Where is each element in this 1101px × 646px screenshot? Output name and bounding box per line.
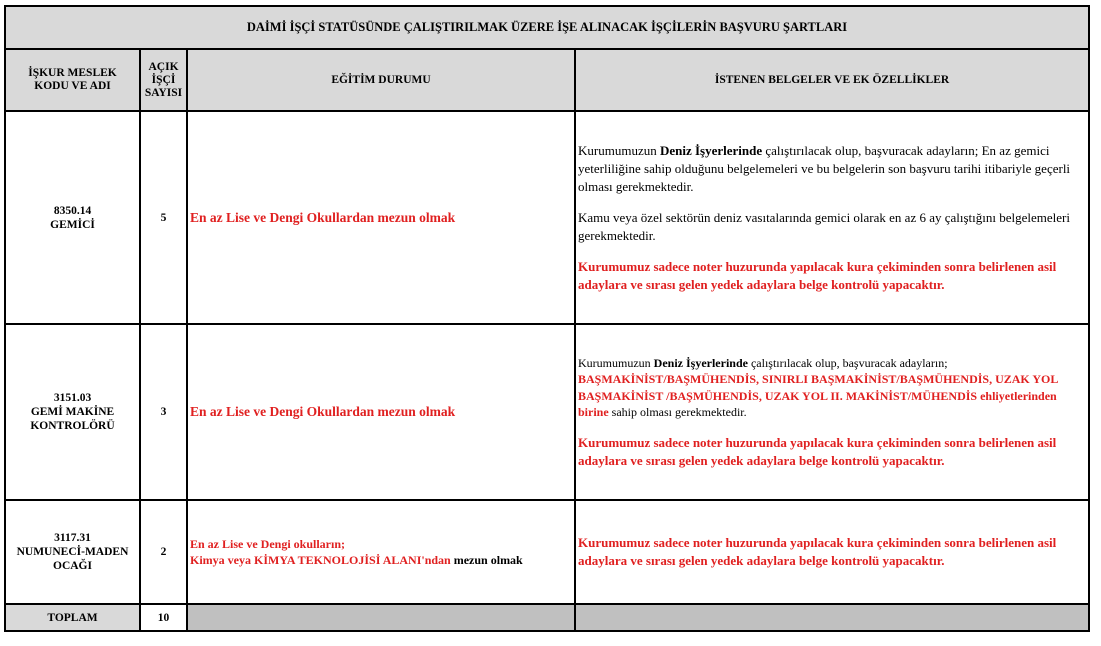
- table-title: DAİMİ İŞÇİ STATÜSÜNDE ÇALIŞTIRILMAK ÜZERE İŞE ALINACAK İŞÇİLERİN BAŞVURU ŞARTLARI: [5, 6, 1089, 49]
- total-empty-cell: [575, 604, 1089, 631]
- requirements-cell: Kurumumuzun Deniz İşyerlerinde çalıştırılacak olup, başvuracak adayların; BAŞMAKİNİST/BAŞMÜHENDİS, SINIRLI BAŞMAKİNİST/BAŞMÜHENDİS, UZAK YOL BAŞMAKİNİST /BAŞMÜHENDİS, UZAK YOL II. MAKİNİST/MÜHENDİS ehliyetlerinden birine sahip olması gerekmektedir. Kurumumuz sadece noter huzurunda yapılacak kura çekiminden sonra belirlenen asil adaylara ve sırası gelen yedek adaylara belge kontrolü yapacaktır.: [575, 324, 1089, 500]
- requirements-cell: [575, 500, 1089, 604]
- header-requirements: İSTENEN BELGELER VE EK ÖZELLİKLER: [575, 49, 1089, 111]
- education-cell: En az Lise ve Dengi okulların; Kimya veya KİMYA TEKNOLOJİSİ ALANI'ndan mezun olmak: [187, 500, 575, 604]
- open-positions-cell: 2: [140, 500, 187, 604]
- total-row: [5, 604, 1089, 631]
- total-empty-cell: [187, 604, 575, 631]
- header-education: EĞİTİM DURUMU: [187, 49, 575, 111]
- lottery-note: Kurumumuz sadece noter huzurunda yapılacak kura çekiminden sonra belirlenen asil adaylara ve sırası gelen yedek adaylara belge kontrolü yapacaktır.: [578, 434, 1057, 468]
- occupation-code-cell: 3151.03 GEMİ MAKİNE KONTROLÖRÜ: [5, 324, 140, 500]
- total-label: TOPLAM: [5, 604, 140, 631]
- open-positions-cell: 3: [140, 324, 187, 500]
- lottery-note: Kurumumuz sadece noter huzurunda yapılacak kura çekiminden sonra belirlenen asil adaylara ve sırası gelen yedek adaylara belge kontrolü yapacaktır.: [578, 535, 1057, 568]
- table-row: [5, 111, 1089, 324]
- lottery-note: Kurumumuz sadece noter huzurunda yapılacak kura çekiminden sonra belirlenen asil adaylara ve sırası gelen yedek adaylara belge kontrolü yapacaktır.: [578, 258, 1057, 292]
- table-row: [5, 324, 1089, 500]
- education-cell: En az Lise ve Dengi Okullardan mezun olmak: [187, 111, 575, 324]
- table-row: [5, 500, 1089, 604]
- total-value: 10: [140, 604, 187, 631]
- education-cell: En az Lise ve Dengi Okullardan mezun olmak: [187, 324, 575, 500]
- occupation-code-cell: 3117.31 NUMUNECİ-MADEN OCAĞI: [5, 500, 140, 604]
- occupation-code-cell: 8350.14 GEMİCİ: [5, 111, 140, 324]
- open-positions-cell: 5: [140, 111, 187, 324]
- header-open-positions: AÇIK İŞÇİ SAYISI: [140, 49, 187, 111]
- requirements-cell: Kurumumuzun Deniz İşyerlerinde çalıştırılacak olup, başvuracak adayların; En az gemici yeterliliğine sahip olduğunu belgelemeleri ve bu belgelerin son başvuru tarihi itibariyle geçerli olması gerekmektedir. Kamu veya özel sektörün deniz vasıtalarında gemici olarak en az 6 ay çalıştığını belgelemeleri gerekmektedir. Kurumumuz sadece noter huzurunda yapılacak kura çekiminden sonra belirlenen asil adaylara ve sırası gelen yedek adaylara belge kontrolü yapacaktır.: [575, 111, 1089, 324]
- header-occupation-code: İŞKUR MESLEK KODU VE ADI: [5, 49, 140, 111]
- application-requirements-table: [4, 5, 1090, 632]
